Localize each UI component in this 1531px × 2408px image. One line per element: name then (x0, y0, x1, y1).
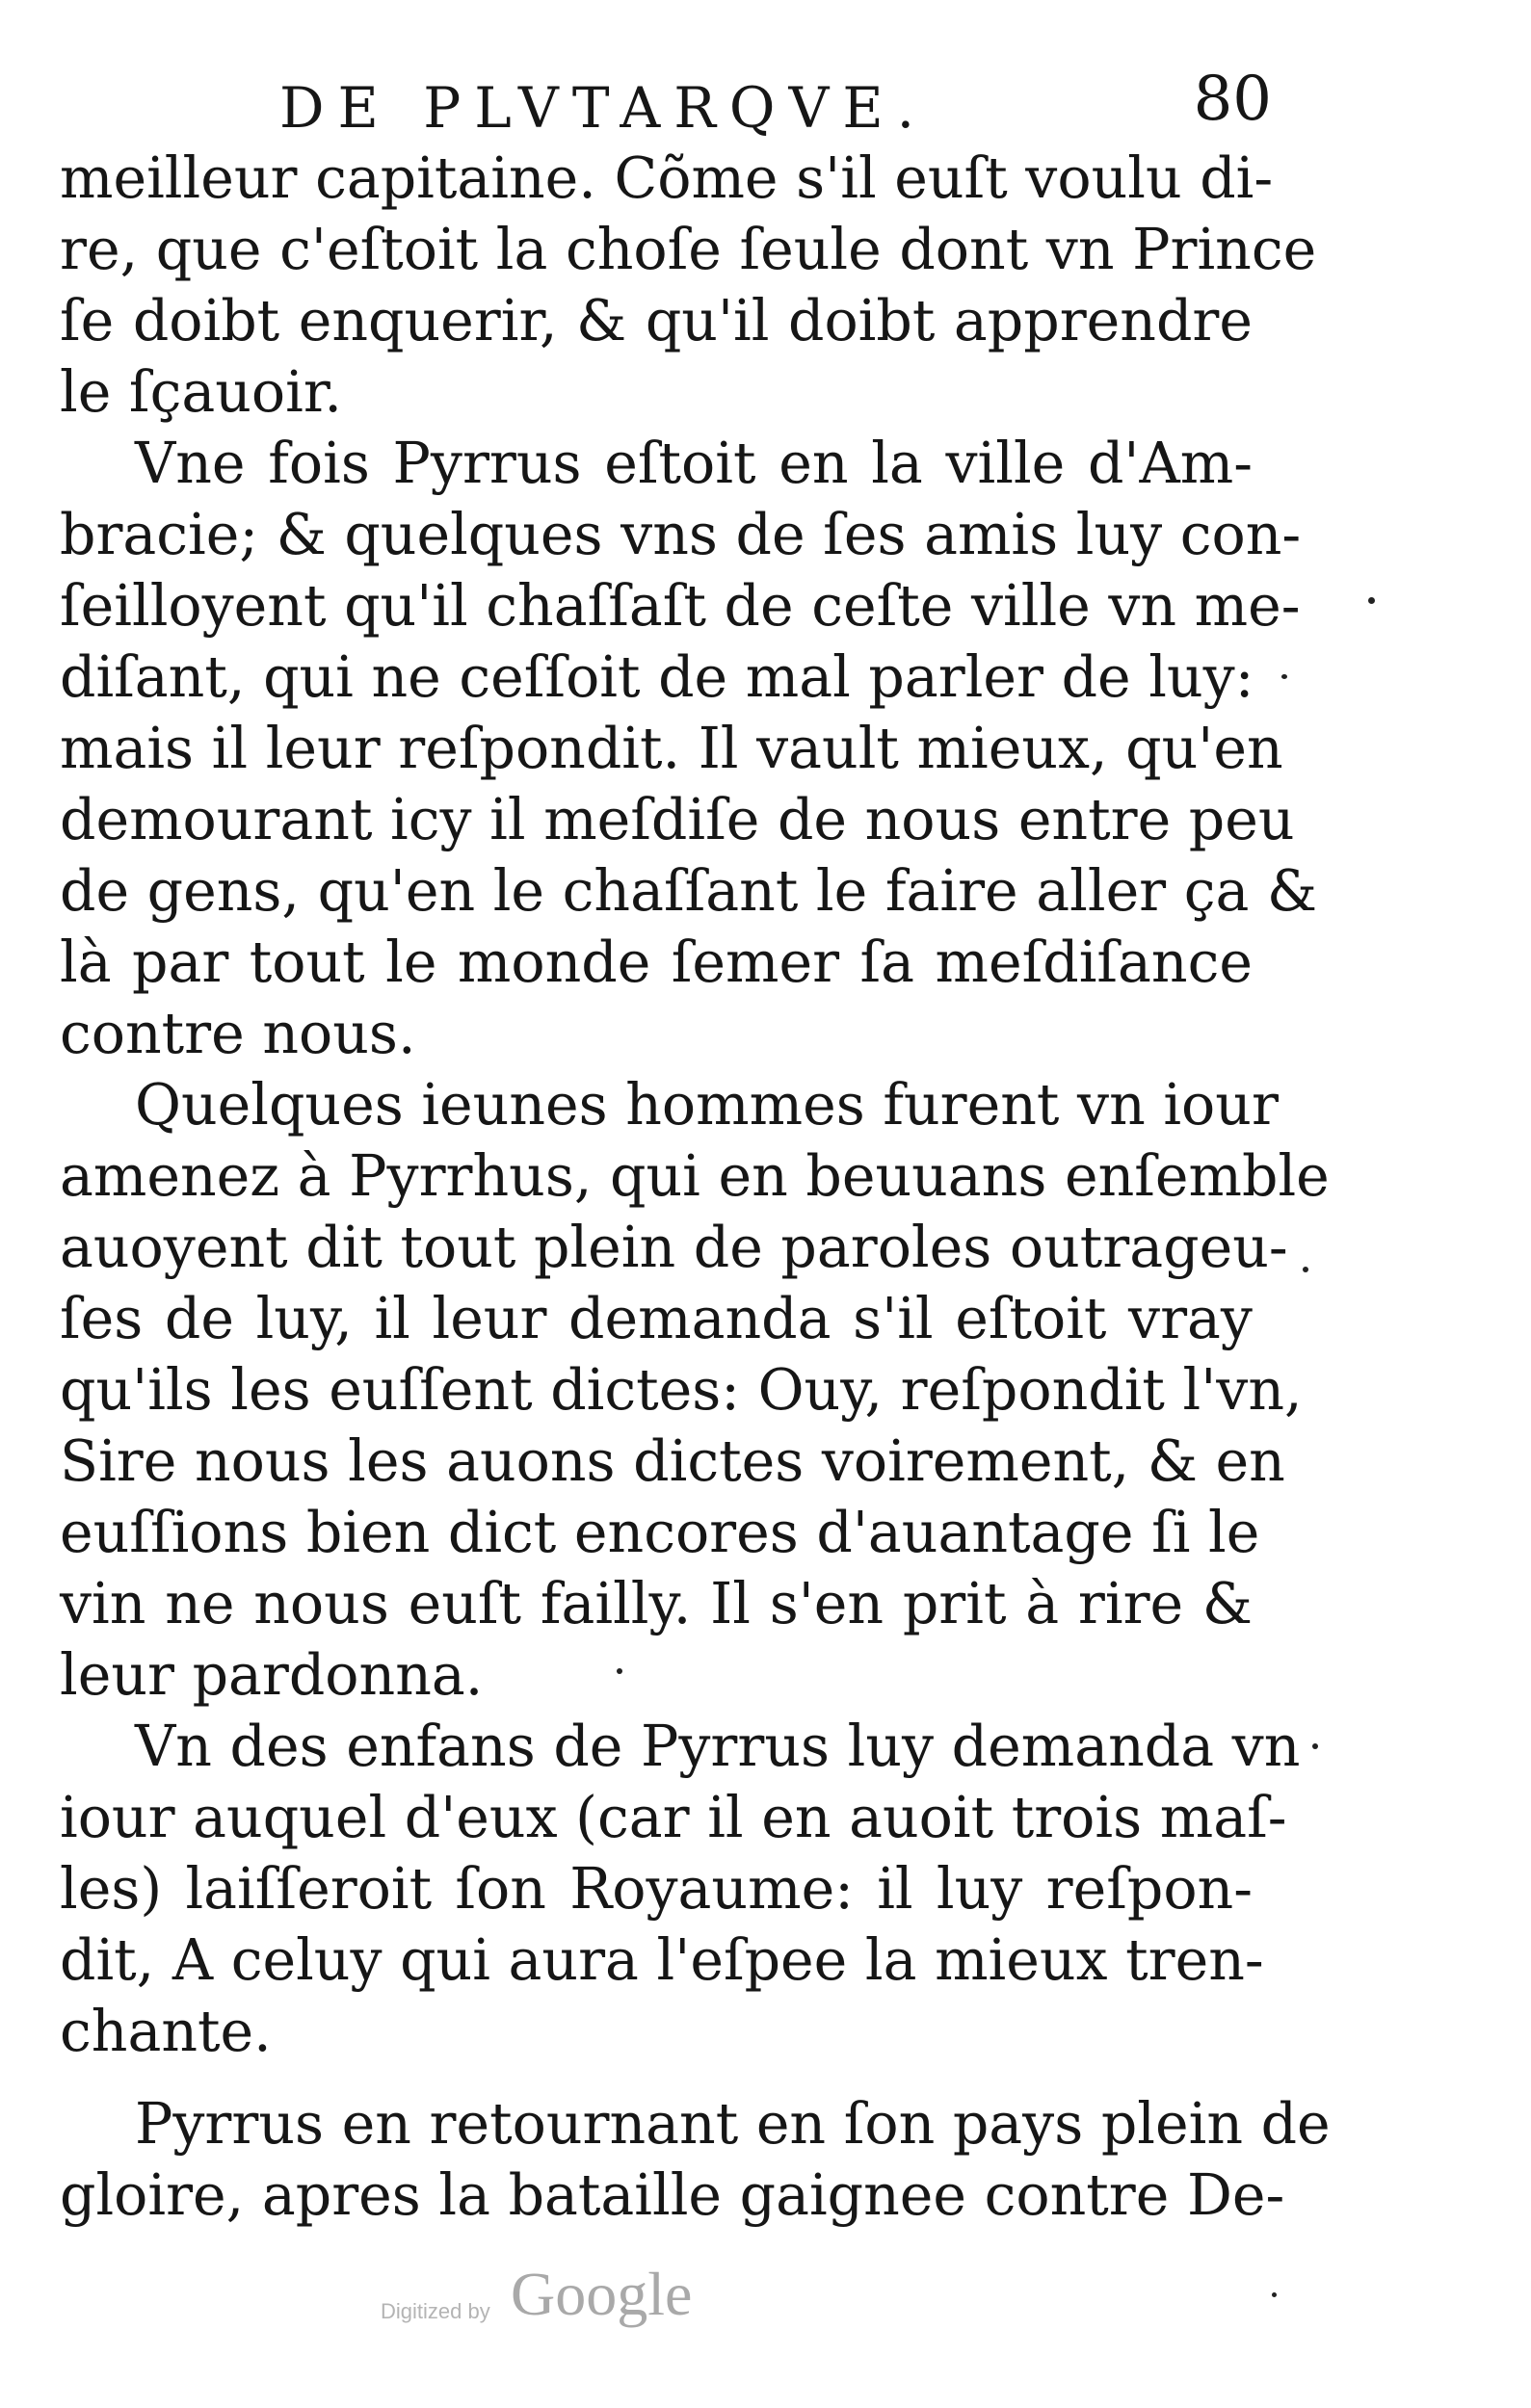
text-line: les) laiſſeroit ſon Royaume: il luy reſpon- (60, 1856, 1253, 1922)
text-line: Sire nous les auons dictes voirement, & en (60, 1428, 1285, 1494)
ink-speck (1281, 674, 1287, 679)
page-header (279, 58, 1272, 154)
ink-speck (1272, 2292, 1277, 2297)
text-line: mais il leur reſpondit. Il vault mieux, qu'en (60, 716, 1283, 781)
text-line: ſes de luy, il leur demanda s'il eſtoit vray (60, 1286, 1253, 1351)
paragraph (60, 428, 1318, 1069)
text-line: bracie; & quelques vns de ſes amis luy con- (60, 502, 1302, 567)
text-line: le ſçauoir. (60, 359, 342, 425)
digitization-watermark (381, 2259, 862, 2345)
text-line: chante. (60, 1999, 272, 2064)
text-line: euſſions bien dict encores d'auantage ſi le (60, 1500, 1260, 1565)
text-line: demourant icy il meſdiſe de nous entre peu (60, 787, 1295, 852)
paragraph (60, 1069, 1330, 1711)
paragraph (60, 143, 1317, 428)
text-line: diſant, qui ne ceſſoit de mal parler de luy: (60, 644, 1254, 710)
paragraph (60, 1711, 1301, 2067)
text-line: dit, A celuy qui aura l'eſpee la mieux tren- (60, 1927, 1264, 1993)
text-line: re, que c'eſtoit la choſe ſeule dont vn Prince (60, 217, 1317, 282)
paragraph-gap (60, 2067, 1253, 2088)
text-line: Quelques ieunes hommes furent vn iour (135, 1072, 1279, 1138)
text-line: leur pardonna. (60, 1642, 484, 1708)
body-text (60, 143, 1331, 2231)
text-line: de gens, qu'en le chaſſant le faire aller ça & (60, 858, 1318, 924)
text-line: Vn des enfans de Pyrrus luy demanda vn (135, 1714, 1301, 1779)
google-logo: Google (511, 2260, 693, 2328)
digitized-by-label: Digitized by (381, 2299, 490, 2323)
ink-speck (1368, 597, 1375, 604)
page-number: 80 (1193, 64, 1272, 135)
text-line: amenez à Pyrrhus, qui en beuuans enſemble (60, 1143, 1330, 1209)
ink-speck (1303, 1267, 1308, 1272)
text-line: là par tout le monde ſemer ſa meſdiſance (60, 929, 1253, 995)
text-line: ſe doibt enquerir, & qu'il doibt apprendre (60, 288, 1253, 353)
text-line: ſeilloyent qu'il chaſſaſt de ceſte ville vn me- (60, 573, 1301, 639)
text-line: qu'ils les euſſent dictes: Ouy, reſpondit l'vn, (60, 1357, 1303, 1423)
text-line: Vne fois Pyrrus eſtoit en la ville d'Am- (135, 431, 1253, 496)
text-line: iour auquel d'eux (car il en auoit trois maſ- (60, 1785, 1287, 1850)
text-line: vin ne nous euſt failly. Il s'en prit à rire & (60, 1571, 1253, 1636)
paragraph (60, 2088, 1331, 2231)
running-title: DE PLVTARQVE. (279, 75, 929, 141)
text-line: gloire, apres la bataille gaignee contre De- (60, 2162, 1285, 2228)
text-line: meilleur capitaine. Cõme s'il euſt voulu di- (60, 145, 1274, 211)
text-line: Pyrrus en retournant en ſon pays plein de (135, 2091, 1331, 2157)
ink-speck (1312, 1743, 1318, 1749)
ink-speck (617, 1668, 622, 1674)
text-line: auoyent dit tout plein de paroles outrageu- (60, 1215, 1288, 1280)
text-line: contre nous. (60, 1001, 416, 1066)
